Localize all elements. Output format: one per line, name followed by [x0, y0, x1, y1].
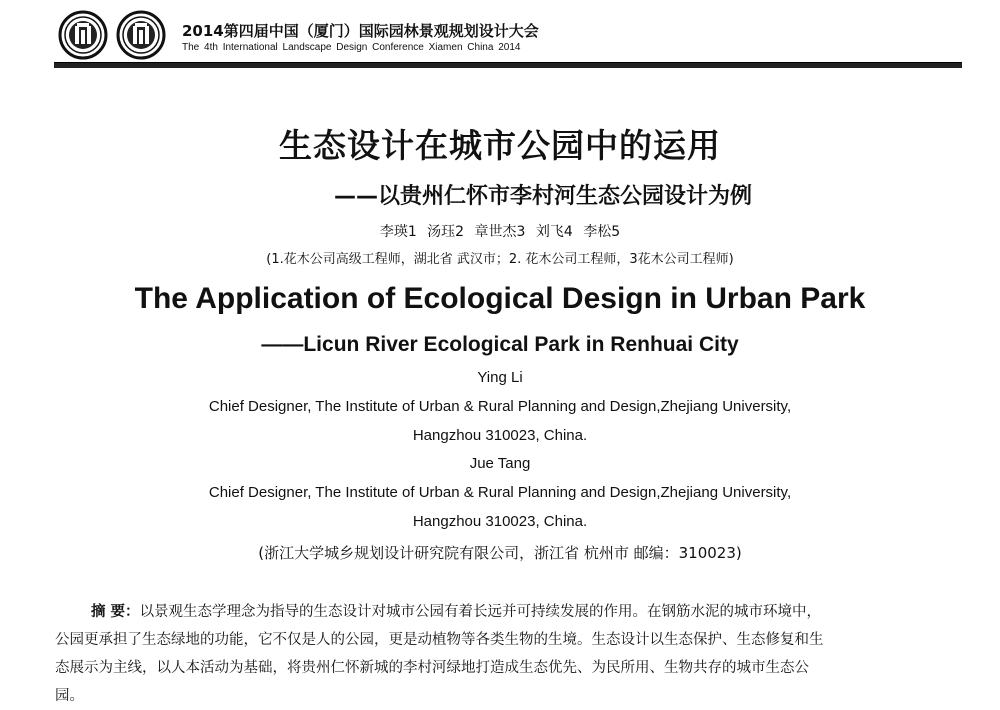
abstract-line2: 公园更承担了生态绿地的功能，它不仅是人的公园，更是动植物等各类生物的生境。生态设计以生态保护、生态修复和生 — [55, 632, 824, 648]
abstract-line1: 以景观生态学理念为指导的生态设计对城市公园有着长远并可持续发展的作用。在钢筋水泥的城市环境中， — [139, 604, 822, 620]
conference-title-cn: 2014第四届中国（厦门）国际园林景观规划设计大会 — [182, 22, 539, 40]
institute-cn: (浙江大学城乡规划设计研究院有限公司，浙江省 杭州市 邮编：310023) — [258, 544, 742, 562]
affiliation-cn: (1.花木公司高级工程师，湖北省 武汉市；2. 花木公司工程师，3花木公司工程师) — [266, 252, 734, 267]
author2-en: Jue Tang — [469, 455, 531, 472]
author2-affiliation-line1: Chief Designer, The Institute of Urban & Rural Planning and Design,Zhejiang University, — [208, 484, 792, 501]
authors-cn: 李瑛1 汤珏2 章世杰3 刘飞4 李松5 — [379, 224, 621, 240]
paper-title-cn: 生态设计在城市公园中的运用 — [279, 126, 721, 165]
conference-title-en: The 4th International Landscape Design Conference Xiamen China 2014 — [182, 42, 521, 53]
paper-title-en: The Application of Ecological Design in Urban Park — [134, 282, 866, 315]
abstract-line3: 态展示为主线，以人本活动为基础，将贵州仁怀新城的李村河绿地打造成生态优先、为民所用、生物共存的城市生态公 — [55, 660, 809, 676]
abstract-label: 摘 要： — [91, 604, 140, 620]
conference-seal-logo-icon — [58, 10, 108, 60]
conference-header — [58, 10, 958, 62]
author1-affiliation-line2: Hangzhou 310023, China. — [412, 427, 588, 444]
abstract — [55, 598, 945, 710]
conference-seal-logo-icon-2 — [116, 10, 166, 60]
author1-affiliation-line1: Chief Designer, The Institute of Urban & Rural Planning and Design,Zhejiang University, — [208, 398, 792, 415]
abstract-first-line — [55, 598, 945, 626]
author2-affiliation-line2: Hangzhou 310023, China. — [412, 513, 588, 530]
author1-en: Ying Li — [477, 369, 523, 386]
paper-subtitle-en: ——Licun River Ecological Park in Renhuai City — [261, 333, 739, 356]
paper-subtitle-cn: ——以贵州仁怀市李村河生态公园设计为例 — [334, 184, 753, 209]
abstract-line4: 园。 — [55, 688, 84, 704]
header-divider — [54, 62, 962, 68]
